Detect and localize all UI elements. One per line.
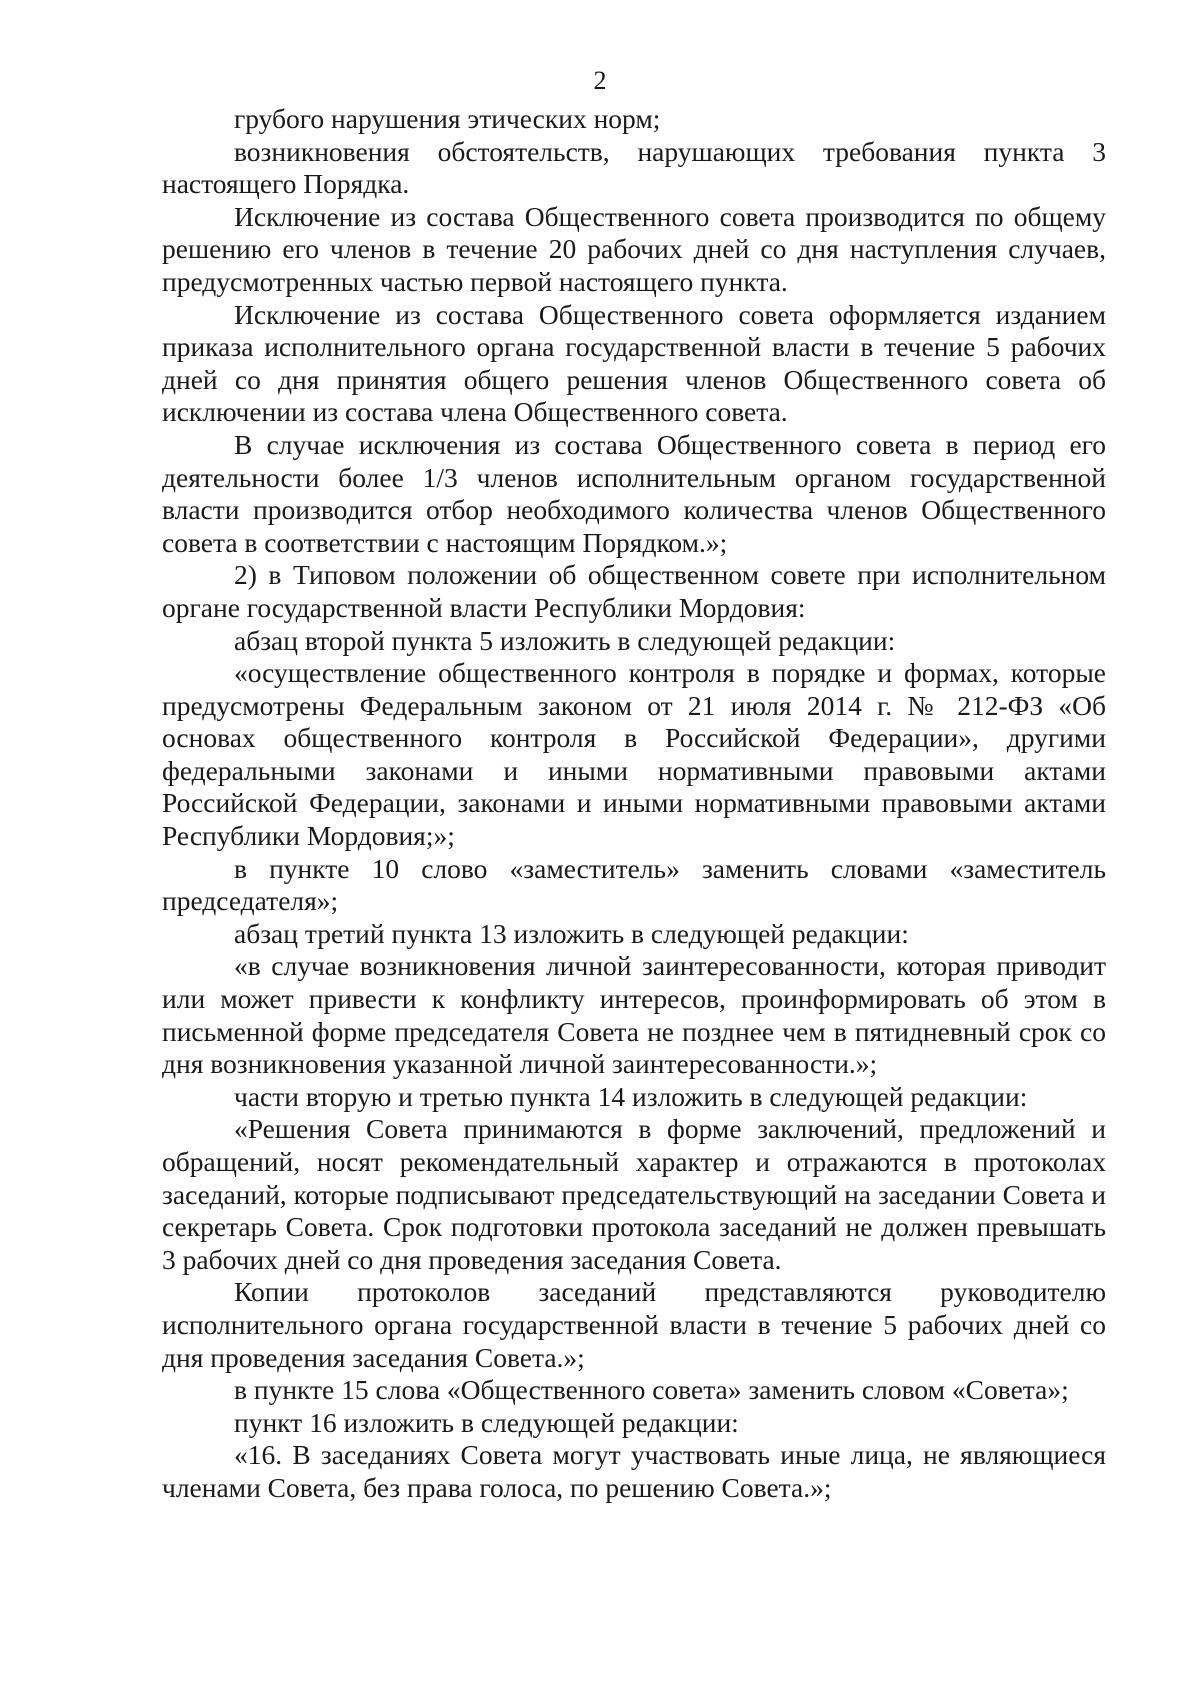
paragraph: части вторую и третью пункта 14 изложить в следующей редакции: — [234, 1080, 1028, 1112]
paragraph: абзац третий пункта 13 изложить в следующей редакции: — [234, 917, 909, 949]
paragraph: 2) в Типовом положении об общественном совете при исполнительном органе государственной власти Республики Мордовия: — [162, 559, 1106, 623]
paragraph: Исключение из состава Общественного совета производится по общему решению его членов в течение 20 рабочих дней со дня наступления случаев, предусмотренных частью первой настоящего пункта. — [162, 200, 1106, 297]
paragraph: в пункте 10 слово «заместитель» заменить словами «заместитель председателя»; — [162, 852, 1106, 917]
paragraph: грубого нарушения этических норм; — [234, 103, 661, 134]
paragraph: «Решения Совета принимаются в форме заключений, предложений и обращений, носят рекомендательный характер и отражаются в протоколах заседаний, которые подписывают председательствующий на заседании Совета и секретарь Совета. Срок подготовки протокола заседаний не должен превышать 3 рабочих дней со дня проведения заседания Совета. — [162, 1113, 1106, 1275]
paragraph: возникновения обстоятельств, нарушающих требования пункта 3 настоящего Порядка. — [162, 135, 1106, 200]
paragraph: Исключение из состава Общественного совета оформляется изданием приказа исполнительного органа государственной власти в течение 5 рабочих дней со дня принятия общего решения членов Общественного совета об исключении из состава члена Общественного совета. — [162, 298, 1106, 428]
paragraph: абзац второй пункта 5 изложить в следующей редакции: — [234, 624, 896, 656]
bottom-margin — [0, 1610, 1200, 1704]
paragraph: пункт 16 изложить в следующей редакции: — [234, 1406, 739, 1438]
paragraph: «в случае возникновения личной заинтересованности, которая приводит или может привести к конфликту интересов, проинформировать об этом в письменной форме председателя Совета не позднее чем в пятидневный срок со дня возникновения указанной личной заинтересованности.»; — [162, 950, 1106, 1080]
paragraph: «осуществление общественного контроля в порядке и формах, которые предусмотрены Федеральным законом от 21 июля 2014 г. № 212-ФЗ «Об основах общественного контроля в Российской Федерации», другими федеральными законами и иными нормативными правовыми актами Российской Федерации, законами и иными нормативными правовыми актами Республики Мордовия;»; — [162, 657, 1106, 852]
page-number: 2 — [593, 66, 607, 95]
paragraph: Копии протоколов заседаний представляются руководителю исполнительного органа государственной власти в течение 5 рабочих дней со дня проведения заседания Совета.»; — [162, 1276, 1106, 1373]
paragraph: «16. В заседаниях Совета могут участвовать иные лица, не являющиеся членами Совета, без права голоса, по решению Совета.»; — [162, 1439, 1106, 1503]
document-body — [162, 103, 1106, 1505]
paragraph: В случае исключения из состава Общественного совета в период его деятельности более 1/3 членов исполнительным органом государственной власти производится отбор необходимого количества членов Общественного совета в соответствии с настоящим Порядком.»; — [162, 428, 1106, 558]
paragraph: в пункте 15 слова «Общественного совета» заменить словом «Совета»; — [234, 1374, 1069, 1406]
